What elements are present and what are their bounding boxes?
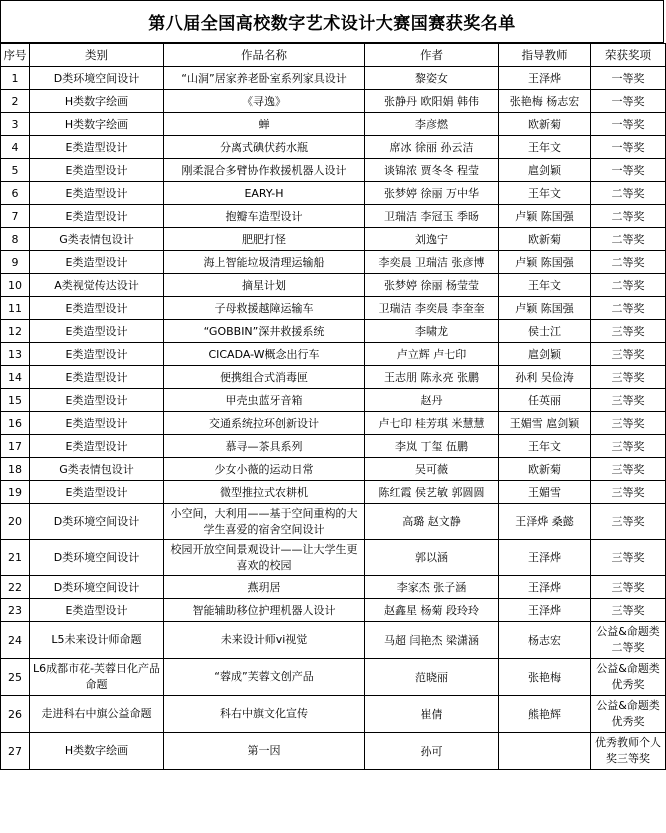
cell-advisor: 王媚雪 <box>499 481 591 504</box>
cell-author: 卫瑞洁 李奕晨 李奎奎 <box>365 297 499 320</box>
cell-category: D类环境空间设计 <box>30 540 164 576</box>
cell-author: 高璐 赵文静 <box>365 504 499 540</box>
table-row <box>1 67 666 90</box>
cell-work: 抱瓣车造型设计 <box>164 205 365 228</box>
cell-work: 摘星计划 <box>164 274 365 297</box>
cell-category: H类数字绘画 <box>30 733 164 770</box>
cell-no: 1 <box>1 67 30 90</box>
cell-category: E类造型设计 <box>30 412 164 435</box>
cell-author: 王志朋 陈永亮 张鹏 <box>365 366 499 389</box>
cell-award: 三等奖 <box>591 504 666 540</box>
cell-work: 子母救援越障运输车 <box>164 297 365 320</box>
cell-author: 陈红霞 侯艺敏 郭圆圆 <box>365 481 499 504</box>
table-row <box>1 599 666 622</box>
cell-category: D类环境空间设计 <box>30 67 164 90</box>
cell-no: 23 <box>1 599 30 622</box>
table-row <box>1 113 666 136</box>
table-row <box>1 733 666 770</box>
cell-author: 刘逸宁 <box>365 228 499 251</box>
cell-author: 卫瑞洁 李冠玉 季旸 <box>365 205 499 228</box>
cell-advisor: 王年文 <box>499 182 591 205</box>
cell-author: 李彦燃 <box>365 113 499 136</box>
cell-author: 李奕晨 卫瑞洁 张彦博 <box>365 251 499 274</box>
cell-advisor: 欧新菊 <box>499 113 591 136</box>
table-row <box>1 205 666 228</box>
cell-work: 微型推拉式农耕机 <box>164 481 365 504</box>
cell-advisor: 欧新菊 <box>499 228 591 251</box>
cell-advisor: 任英丽 <box>499 389 591 412</box>
cell-work: “山洞”居家养老卧室系列家具设计 <box>164 67 365 90</box>
cell-work: 刚柔混合多臂协作救援机器人设计 <box>164 159 365 182</box>
cell-work: 科右中旗文化宣传 <box>164 696 365 733</box>
cell-advisor: 王年文 <box>499 435 591 458</box>
cell-category: E类造型设计 <box>30 159 164 182</box>
cell-no: 19 <box>1 481 30 504</box>
cell-no: 26 <box>1 696 30 733</box>
cell-award: 公益&命题类优秀奖 <box>591 696 666 733</box>
page-title: 第八届全国高校数字艺术设计大赛国赛获奖名单 <box>0 0 664 43</box>
cell-work: 便携组合式消毒匣 <box>164 366 365 389</box>
cell-advisor: 张艳梅 杨志宏 <box>499 90 591 113</box>
cell-author: 张梦婷 徐丽 杨莹莹 <box>365 274 499 297</box>
cell-work: EARY-H <box>164 182 365 205</box>
table-row <box>1 251 666 274</box>
cell-award: 公益&命题类优秀奖 <box>591 659 666 696</box>
cell-award: 三等奖 <box>591 389 666 412</box>
header-category: 类别 <box>30 44 164 67</box>
cell-advisor: 张艳梅 <box>499 659 591 696</box>
cell-no: 22 <box>1 576 30 599</box>
cell-advisor: 孙利 吴俭涛 <box>499 366 591 389</box>
cell-author: 张静丹 欧阳娟 韩伟 <box>365 90 499 113</box>
cell-work: 智能辅助移位护理机器人设计 <box>164 599 365 622</box>
cell-award: 三等奖 <box>591 540 666 576</box>
cell-work: 甲壳虫蓝牙音箱 <box>164 389 365 412</box>
table-row <box>1 622 666 659</box>
cell-work: 交通系统拉环创新设计 <box>164 412 365 435</box>
cell-author: 谈锦浓 贾冬冬 程莹 <box>365 159 499 182</box>
cell-award: 二等奖 <box>591 205 666 228</box>
table-row <box>1 576 666 599</box>
cell-work: 燕玥居 <box>164 576 365 599</box>
cell-work: 慕寻—茶具系列 <box>164 435 365 458</box>
cell-advisor: 扈剑颖 <box>499 159 591 182</box>
awards-table <box>0 43 666 770</box>
cell-no: 7 <box>1 205 30 228</box>
cell-no: 8 <box>1 228 30 251</box>
cell-award: 三等奖 <box>591 320 666 343</box>
header-advisor: 指导教师 <box>499 44 591 67</box>
cell-category: E类造型设计 <box>30 297 164 320</box>
cell-no: 21 <box>1 540 30 576</box>
cell-work: 肥肥打怪 <box>164 228 365 251</box>
cell-no: 20 <box>1 504 30 540</box>
cell-work: 蝉 <box>164 113 365 136</box>
cell-no: 5 <box>1 159 30 182</box>
cell-no: 14 <box>1 366 30 389</box>
cell-category: H类数字绘画 <box>30 90 164 113</box>
table-row <box>1 320 666 343</box>
table-row <box>1 504 666 540</box>
cell-work: CICADA-W概念出行车 <box>164 343 365 366</box>
cell-category: E类造型设计 <box>30 136 164 159</box>
cell-work: 小空间，大利用——基于空间重构的大学生喜爱的宿舍空间设计 <box>164 504 365 540</box>
cell-award: 一等奖 <box>591 90 666 113</box>
cell-award: 三等奖 <box>591 576 666 599</box>
cell-advisor: 欧新菊 <box>499 458 591 481</box>
cell-award: 三等奖 <box>591 599 666 622</box>
cell-award: 一等奖 <box>591 67 666 90</box>
cell-category: L5未来设计师命题 <box>30 622 164 659</box>
cell-award: 二等奖 <box>591 297 666 320</box>
cell-advisor: 王泽烨 桑懿 <box>499 504 591 540</box>
header-award: 荣获奖项 <box>591 44 666 67</box>
cell-advisor: 王媚雪 扈剑颖 <box>499 412 591 435</box>
cell-work: “蓉成”芙蓉文创产品 <box>164 659 365 696</box>
cell-category: E类造型设计 <box>30 343 164 366</box>
cell-no: 13 <box>1 343 30 366</box>
table-row <box>1 343 666 366</box>
table-row <box>1 274 666 297</box>
table-row <box>1 458 666 481</box>
cell-author: 黎姿女 <box>365 67 499 90</box>
cell-category: H类数字绘画 <box>30 113 164 136</box>
table-row <box>1 540 666 576</box>
cell-award: 三等奖 <box>591 481 666 504</box>
cell-category: G类表情包设计 <box>30 228 164 251</box>
cell-advisor: 熊艳辉 <box>499 696 591 733</box>
cell-award: 三等奖 <box>591 435 666 458</box>
cell-author: 卢立辉 卢七印 <box>365 343 499 366</box>
cell-advisor: 王泽烨 <box>499 576 591 599</box>
cell-advisor: 杨志宏 <box>499 622 591 659</box>
table-row <box>1 696 666 733</box>
cell-category: 走进科右中旗公益命题 <box>30 696 164 733</box>
cell-award: 优秀教师个人奖三等奖 <box>591 733 666 770</box>
cell-category: E类造型设计 <box>30 251 164 274</box>
cell-author: 赵丹 <box>365 389 499 412</box>
table-row <box>1 182 666 205</box>
cell-work: 校园开放空间景观设计——让大学生更喜欢的校园 <box>164 540 365 576</box>
cell-category: L6成都市花-芙蓉日化产品命题 <box>30 659 164 696</box>
cell-category: A类视觉传达设计 <box>30 274 164 297</box>
cell-advisor: 卢颖 陈国强 <box>499 251 591 274</box>
cell-work: 第一因 <box>164 733 365 770</box>
cell-author: 马超 闫艳杰 梁潇涵 <box>365 622 499 659</box>
cell-work: “GOBBIN”深井救援系统 <box>164 320 365 343</box>
cell-no: 2 <box>1 90 30 113</box>
cell-author: 李岚 丁玺 伍鹏 <box>365 435 499 458</box>
cell-award: 二等奖 <box>591 251 666 274</box>
cell-advisor: 扈剑颖 <box>499 343 591 366</box>
cell-no: 27 <box>1 733 30 770</box>
table-body <box>1 67 666 770</box>
table-row <box>1 435 666 458</box>
cell-work: 分离式碘伏药水瓶 <box>164 136 365 159</box>
cell-author: 崔倩 <box>365 696 499 733</box>
cell-author: 郭以涵 <box>365 540 499 576</box>
cell-no: 16 <box>1 412 30 435</box>
cell-category: G类表情包设计 <box>30 458 164 481</box>
cell-no: 24 <box>1 622 30 659</box>
header-no: 序号 <box>1 44 30 67</box>
cell-award: 二等奖 <box>591 182 666 205</box>
cell-category: E类造型设计 <box>30 182 164 205</box>
cell-award: 三等奖 <box>591 343 666 366</box>
cell-advisor: 王泽烨 <box>499 599 591 622</box>
cell-no: 4 <box>1 136 30 159</box>
cell-author: 席冰 徐丽 孙云洁 <box>365 136 499 159</box>
cell-category: D类环境空间设计 <box>30 504 164 540</box>
cell-advisor: 侯士江 <box>499 320 591 343</box>
cell-category: E类造型设计 <box>30 435 164 458</box>
cell-author: 卢七印 桂芳琪 米慧慧 <box>365 412 499 435</box>
cell-author: 李家杰 张子涵 <box>365 576 499 599</box>
table-row <box>1 389 666 412</box>
cell-advisor: 王泽烨 <box>499 67 591 90</box>
cell-no: 25 <box>1 659 30 696</box>
table-row <box>1 366 666 389</box>
header-author: 作者 <box>365 44 499 67</box>
cell-work: 海上智能垃圾清理运输船 <box>164 251 365 274</box>
cell-advisor: 王年文 <box>499 274 591 297</box>
table-row <box>1 412 666 435</box>
cell-no: 3 <box>1 113 30 136</box>
cell-author: 吴可薇 <box>365 458 499 481</box>
cell-advisor: 卢颖 陈国强 <box>499 297 591 320</box>
cell-award: 一等奖 <box>591 159 666 182</box>
cell-award: 二等奖 <box>591 228 666 251</box>
cell-category: D类环境空间设计 <box>30 576 164 599</box>
cell-award: 一等奖 <box>591 136 666 159</box>
cell-work: 《寻逸》 <box>164 90 365 113</box>
table-row <box>1 297 666 320</box>
cell-no: 10 <box>1 274 30 297</box>
table-row <box>1 659 666 696</box>
cell-category: E类造型设计 <box>30 320 164 343</box>
cell-category: E类造型设计 <box>30 366 164 389</box>
cell-no: 6 <box>1 182 30 205</box>
cell-no: 17 <box>1 435 30 458</box>
cell-author: 范晓丽 <box>365 659 499 696</box>
table-row <box>1 481 666 504</box>
header-work: 作品名称 <box>164 44 365 67</box>
cell-award: 三等奖 <box>591 458 666 481</box>
cell-author: 李啸龙 <box>365 320 499 343</box>
table-row <box>1 90 666 113</box>
cell-no: 9 <box>1 251 30 274</box>
cell-award: 公益&命题类二等奖 <box>591 622 666 659</box>
cell-category: E类造型设计 <box>30 599 164 622</box>
cell-advisor <box>499 733 591 770</box>
cell-advisor: 王泽烨 <box>499 540 591 576</box>
cell-author: 张梦婷 徐丽 万中华 <box>365 182 499 205</box>
cell-no: 12 <box>1 320 30 343</box>
cell-advisor: 王年文 <box>499 136 591 159</box>
cell-award: 三等奖 <box>591 412 666 435</box>
cell-award: 三等奖 <box>591 366 666 389</box>
table-row <box>1 159 666 182</box>
cell-category: E类造型设计 <box>30 389 164 412</box>
cell-category: E类造型设计 <box>30 481 164 504</box>
cell-work: 少女小薇的运动日常 <box>164 458 365 481</box>
cell-work: 未来设计师vi视觉 <box>164 622 365 659</box>
cell-no: 11 <box>1 297 30 320</box>
cell-no: 15 <box>1 389 30 412</box>
cell-category: E类造型设计 <box>30 205 164 228</box>
cell-author: 孙可 <box>365 733 499 770</box>
table-header-row <box>1 44 666 67</box>
cell-award: 二等奖 <box>591 274 666 297</box>
cell-author: 赵鑫星 杨菊 段玲玲 <box>365 599 499 622</box>
cell-no: 18 <box>1 458 30 481</box>
cell-award: 一等奖 <box>591 113 666 136</box>
table-row <box>1 136 666 159</box>
table-row <box>1 228 666 251</box>
cell-advisor: 卢颖 陈国强 <box>499 205 591 228</box>
